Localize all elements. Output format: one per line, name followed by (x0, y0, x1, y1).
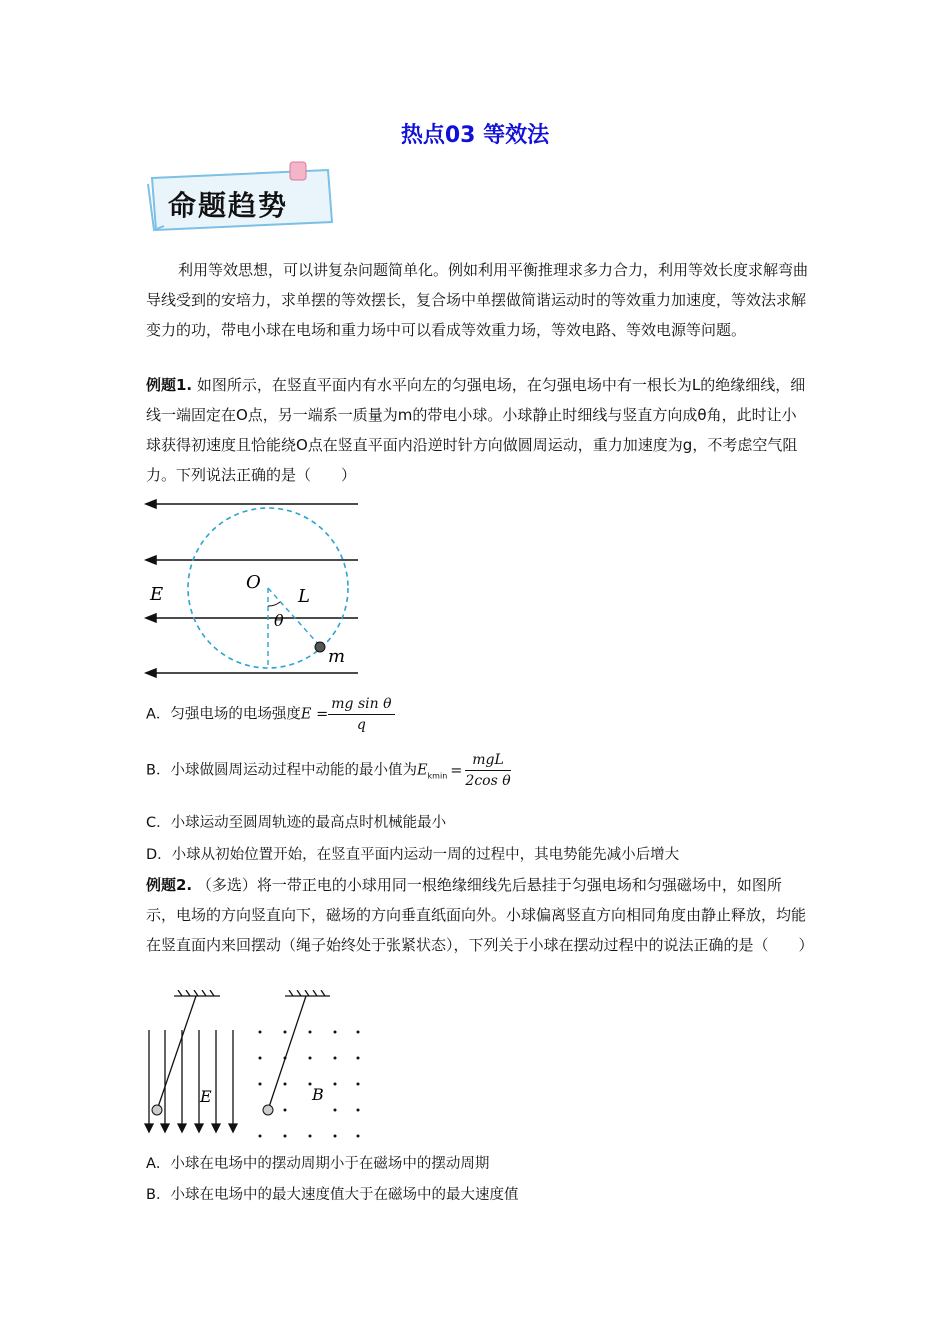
label-E: E (200, 1087, 212, 1106)
arrow-left-icon (146, 614, 156, 622)
example1-text: 如图所示，在竖直平面内有水平向左的匀强电场，在匀强电场中有一根长为L的绝缘细线，细线一端固定在O点，另一端系一质量为m的带电小球。小球静止时细线与竖直方向成θ角，此时让小球获得初速度且恰能绕O点在竖直平面内沿逆时针方向做圆周运动，重力加速度为g，不考虑空气阻力。下列说法正确的是（ ） (146, 376, 806, 484)
arrow-down-icon (178, 1124, 186, 1132)
example1-label: 例题1. (146, 376, 193, 394)
arrow-down-icon (161, 1124, 169, 1132)
label-L: L (298, 586, 310, 607)
example1-option-d[interactable]: D．小球从初始位置开始，在竖直平面内运动一周的过程中，其电势能先减小后增大 (146, 847, 680, 863)
intro-paragraph: 利用等效思想，可以讲复杂问题简单化。例如利用平衡推理求多力合力，利用等效长度求解弯曲导线受到的安培力，求单摆的等效摆长，复合场中单摆做简谐运动时的等效重力加速度，等效法求解变力的功，带电小球在电场和重力场中可以看成等效重力场，等效电路、等效电源等问题。 (146, 261, 809, 339)
label-O: O (246, 572, 261, 593)
label-B: B (312, 1085, 324, 1104)
label-theta: θ (274, 611, 284, 630)
string-line (157, 996, 196, 1110)
arrow-left-icon (146, 500, 156, 508)
arrow-down-icon (229, 1124, 237, 1132)
example2-text: （多选）将一带正电的小球用同一根绝缘细线先后悬挂于匀强电场和匀强磁场中，如图所示，电场的方向竖直向下，磁场的方向垂直纸面向外。小球偏离竖直方向相同角度由静止释放，均能在竖直面内来回摆动（绳子始终处于张紧状态），下列关于小球在摆动过程中的说法正确的是（ ） (146, 876, 814, 954)
string-line (268, 996, 306, 1110)
arrow-down-icon (145, 1124, 153, 1132)
page-title: 热点03 等效法 (400, 123, 550, 148)
example2-stem (146, 870, 814, 960)
ball (315, 642, 325, 652)
angle-arc (268, 602, 280, 606)
example2-option-b[interactable]: B．小球在电场中的最大速度值大于在磁场中的最大速度值 (146, 1187, 519, 1203)
magnetic-field-dots (259, 1031, 360, 1138)
example1-figure (140, 490, 370, 680)
label-m: m (328, 646, 346, 667)
ball (263, 1105, 273, 1115)
example1-option-c[interactable]: C．小球运动至圆周轨迹的最高点时机械能最小 (146, 815, 447, 831)
banner-title: 命题趋势 (168, 189, 289, 222)
label-E: E (150, 584, 164, 605)
example1-option-b[interactable]: B．小球做圆周运动过程中动能的最小值为$E_{kmin}$ = $\frac{\text{mgL}}{\text{2cos θ}}$ (146, 752, 511, 789)
arrow-left-icon (146, 669, 156, 677)
ball (152, 1105, 162, 1115)
arrow-down-icon (212, 1124, 220, 1132)
arrow-down-icon (195, 1124, 203, 1132)
example2-label: 例题2. (146, 876, 193, 894)
example1-stem (146, 370, 808, 490)
example2-option-a[interactable]: A．小球在电场中的摆动周期小于在磁场中的摆动周期 (146, 1156, 490, 1172)
example1-option-a[interactable]: A．匀强电场的电场强度E = $\frac{\text{mg sin θ}}{q}$ (146, 696, 395, 733)
arrow-left-icon (146, 556, 156, 564)
example2-figure (140, 990, 370, 1140)
